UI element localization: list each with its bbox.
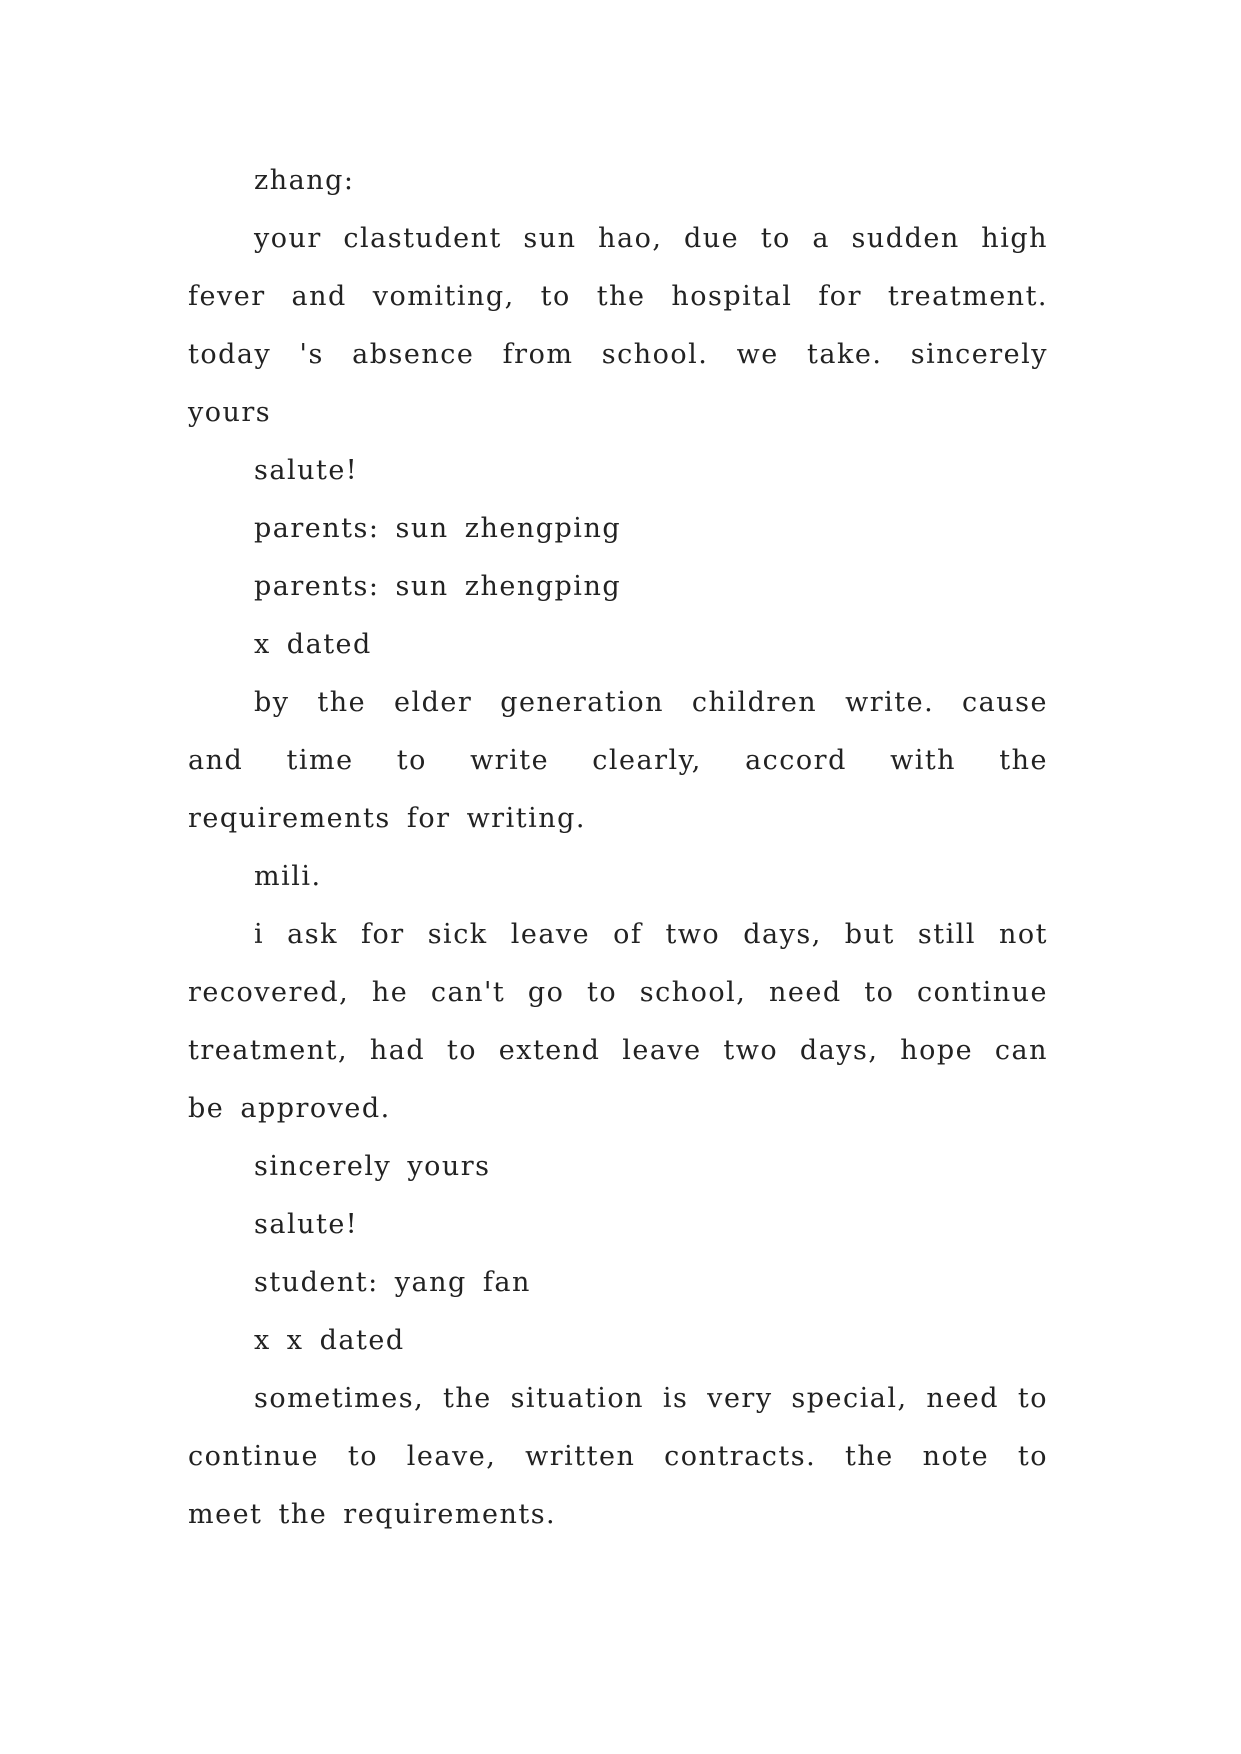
body-paragraph: your clastudent sun hao, due to a sudden high fever and vomiting, to the hospital for treatment. today 's absence from school. we take. sincerely yours	[188, 223, 1048, 428]
salutation: zhang:	[254, 165, 355, 196]
signature-line: parents: sun zhengping	[254, 571, 622, 602]
closing-line: sincerely yours	[254, 1151, 491, 1182]
closing-line: salute!	[254, 455, 359, 486]
signature-line: parents: sun zhengping	[254, 513, 622, 544]
body-paragraph: sometimes, the situation is very special, need to continue to leave, written contracts. the note to meet the requirements.	[188, 1383, 1048, 1530]
body-paragraph: by the elder generation children write. cause and time to write clearly, accord with the requirements for writing.	[188, 687, 1048, 834]
date-line: x x dated	[254, 1325, 405, 1356]
date-line: x dated	[254, 629, 372, 660]
document-body	[188, 152, 1048, 1544]
closing-line: salute!	[254, 1209, 359, 1240]
salutation: mili.	[254, 861, 322, 892]
body-paragraph: i ask for sick leave of two days, but still not recovered, he can't go to school, need to continue treatment, had to extend leave two days, hope can be approved.	[188, 919, 1048, 1124]
signature-line: student: yang fan	[254, 1267, 531, 1298]
